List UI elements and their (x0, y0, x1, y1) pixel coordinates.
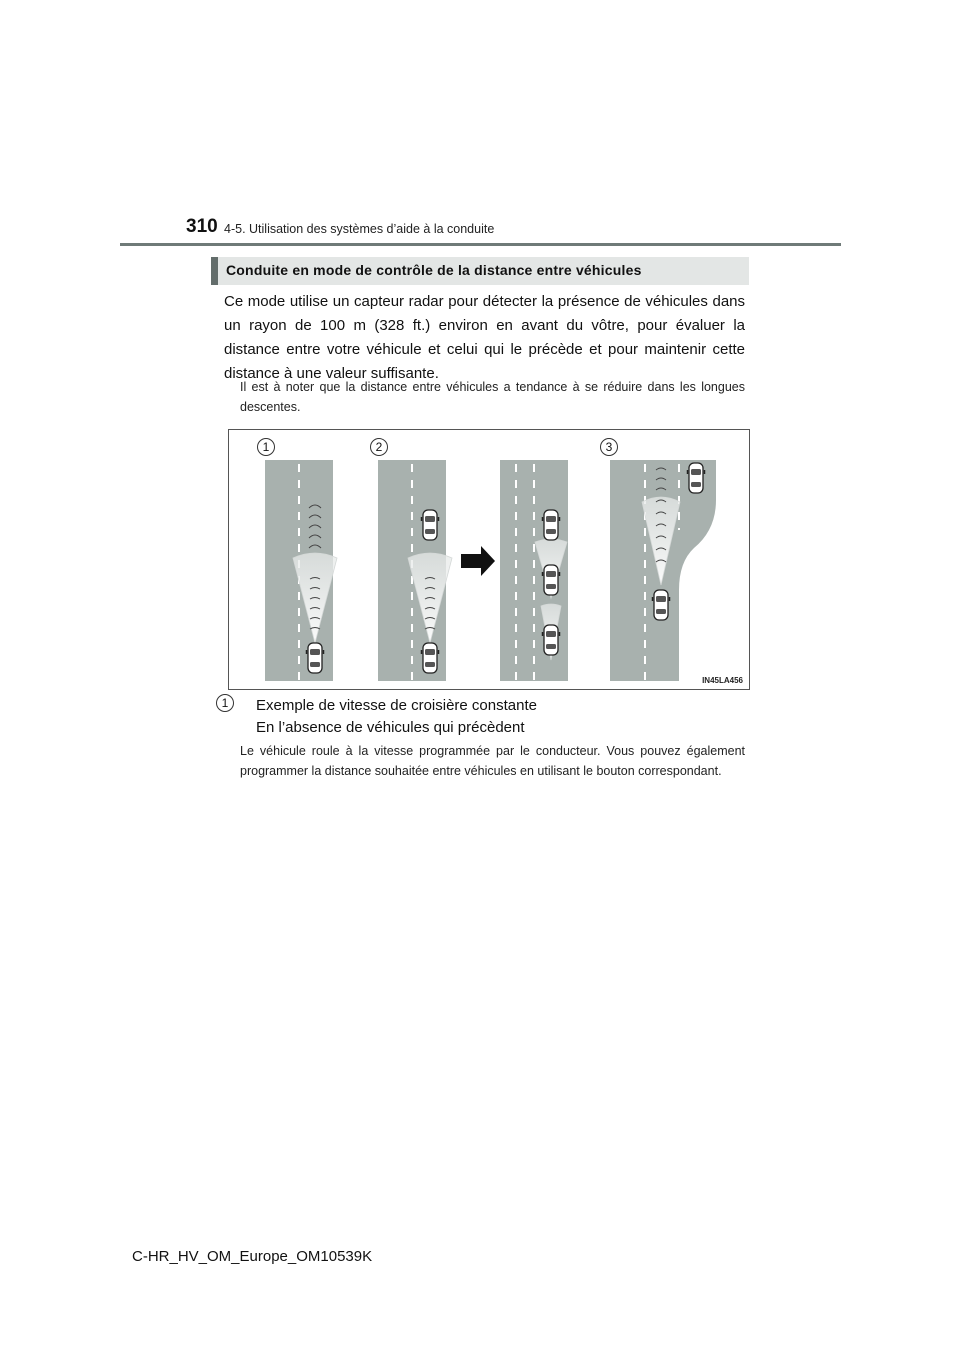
footer-document-code: C-HR_HV_OM_Europe_OM10539K (132, 1248, 373, 1265)
road-4 (610, 460, 716, 681)
item-number: 1 (216, 694, 234, 712)
road-2 (378, 460, 452, 681)
header-divider (120, 243, 841, 246)
radar-illustration-svg (229, 430, 751, 691)
radar-illustration (228, 429, 750, 690)
arrow-right-icon (461, 546, 495, 576)
figure-label-1: 1 (257, 438, 275, 456)
intro-paragraph: Ce mode utilise un capteur radar pour détecter la présence de véhicules dans un rayon de 100 m (328 ft.) environ en avant du vôtre, pour évaluer la distance entre votre véhicule et celui qui le précède et pour maintenir cette distance à une valeur suffisante. (224, 293, 745, 382)
item-subtitle: En l’absence de véhicules qui précèdent (256, 719, 525, 736)
section-heading-bar (211, 257, 218, 285)
road-1 (265, 460, 337, 681)
item-title: Exemple de vitesse de croisière constante (256, 697, 537, 714)
page-number: 310 (186, 216, 218, 237)
section-heading (211, 257, 749, 285)
figure-code: IN45LA456 (702, 676, 743, 685)
road-3 (500, 460, 568, 681)
figure-label-2: 2 (370, 438, 388, 456)
chapter-title: 4-5. Utilisation des systèmes d’aide à la conduite (224, 222, 495, 236)
section-title: Conduite en mode de contrôle de la distance entre véhicules (226, 262, 642, 278)
item-description: Le véhicule roule à la vitesse programmée par le conducteur. Vous pouvez également programmer la distance souhaitée entre véhicules en utilisant le bouton correspondant. (240, 744, 745, 778)
figure-label-3: 3 (600, 438, 618, 456)
note-paragraph: Il est à noter que la distance entre véhicules a tendance à se réduire dans les longues descentes. (240, 380, 745, 414)
